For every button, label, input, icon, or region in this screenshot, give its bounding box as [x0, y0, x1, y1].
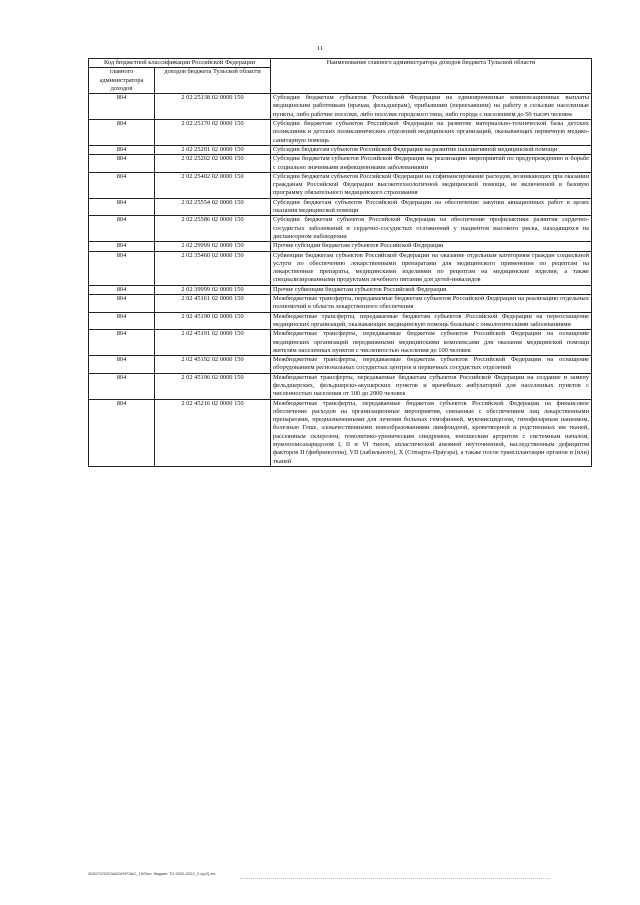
name-cell: Субсидии бюджетам субъектов Российской Федерации на софинансирование расходов, возникающих при оказании гражданам Российской Федерации высокотехнологичной медицинской помощи, не включенной в базовую программу обязательного медицинского страхования [271, 172, 592, 198]
header-row-1 [89, 59, 592, 68]
admin-cell: 804 [89, 216, 155, 242]
name-cell: Субсидии бюджетам субъектов Российской Федерации на развитие материально-технической базы детских поликлиник и детских поликлинических отделений медицинских организаций, оказывающих первичную медико-санитарную помощь [271, 120, 592, 146]
table-row [89, 356, 592, 374]
kbk-group-header: Код бюджетной классификации Российской Федерации [89, 59, 271, 68]
name-cell: Прочие субсидии бюджетам субъектов Российской Федерации [271, 242, 592, 251]
code-cell: 2 02 25201 02 0000 150 [155, 145, 271, 154]
code-cell: 2 02 25138 02 0000 150 [155, 94, 271, 120]
admin-cell: 804 [89, 155, 155, 173]
admin-cell: 804 [89, 120, 155, 146]
table-row [89, 285, 592, 294]
code-cell: 2 02 29999 02 0000 150 [155, 242, 271, 251]
admin-cell: 804 [89, 312, 155, 330]
name-cell: Межбюджетные трансферты, передаваемые бюджетам субъектов Российской Федерации на оснащение оборудованием региональных сосудистых центров и первичных сосудистых отделений [271, 356, 592, 374]
page-number: 11 [316, 45, 324, 52]
code-cell: 2 02 25554 02 0000 150 [155, 198, 271, 216]
name-cell: Субсидии бюджетам субъектов Российской Федерации на обеспечение профилактики развития сердечно-сосудистых заболеваний и сердечно-сосудистых осложнений у пациентов высокого риска, находящихся на диспансерном наблюдении [271, 216, 592, 242]
table-row [89, 198, 592, 216]
table-row [89, 120, 592, 146]
revenue-column-header: доходов бюджета Тульской области [155, 68, 271, 94]
admin-cell: 804 [89, 373, 155, 399]
code-cell: 2 02 45216 02 0000 150 [155, 399, 271, 466]
file-path-footer: 3\0\07\2022\ЗАКОН\Л\ЗАС_13\Пол. бюджет ТО 2020-2022_3 ч(р2).xls [88, 871, 216, 876]
code-cell: 2 02 45192 02 0000 150 [155, 356, 271, 374]
admin-cell: 804 [89, 330, 155, 356]
code-cell: 2 02 25402 02 0000 150 [155, 172, 271, 198]
admin-cell: 804 [89, 94, 155, 120]
name-cell: Субсидии бюджетам субъектов Российской Федерации на единовременные компенсационные выплаты медицинским работникам (врачам, фельдшерам), прибывшим (переехавшим) на работу в сельские населенные пункты, либо рабочие поселки, либо поселки городского типа, либо города с населением до 50 тысяч человек [271, 94, 592, 120]
table-row [89, 145, 592, 154]
name-cell: Межбюджетные трансферты, передаваемые бюджетам субъектов Российской Федерации на реализацию отдельных полномочий в области лекарственного обеспечения [271, 295, 592, 313]
name-cell: Субсидии бюджетам субъектов Российской Федерации на развитие паллиативной медицинской помощи [271, 145, 592, 154]
revenue-administrators-table [88, 58, 592, 467]
code-cell: 2 02 25170 02 0000 150 [155, 120, 271, 146]
name-cell: Субсидии бюджетам субъектов Российской Федерации на обеспечение закупки авиационных работ в целях оказания медицинской помощи [271, 198, 592, 216]
admin-cell: 804 [89, 242, 155, 251]
admin-cell: 804 [89, 399, 155, 466]
name-cell: Межбюджетные трансферты, передаваемые бюджетам субъектов Российской Федерации на создание и замену фельдшерских, фельдшерско-акушерских пунктов и врачебных амбулаторий для населенных пунктов с численностью населения от 100 до 2000 человек [271, 373, 592, 399]
table-row [89, 373, 592, 399]
admin-cell: 804 [89, 172, 155, 198]
name-cell: Субсидии бюджетам субъектов Российской Федерации на реализацию мероприятий по предупреждению и борьбе с социально значимыми инфекционными заболеваниями [271, 155, 592, 173]
table-row [89, 330, 592, 356]
code-cell: 2 02 39999 02 0000 150 [155, 285, 271, 294]
admin-cell: 804 [89, 356, 155, 374]
code-cell: 2 02 45190 02 0000 150 [155, 312, 271, 330]
admin-cell: 804 [89, 251, 155, 285]
code-cell: 2 02 45191 02 0000 150 [155, 330, 271, 356]
table-row [89, 172, 592, 198]
table-row [89, 312, 592, 330]
name-cell: Прочие субвенции бюджетам субъектов Российской Федерации [271, 285, 592, 294]
admin-cell: 804 [89, 285, 155, 294]
code-cell: 2 02 25202 02 0000 150 [155, 155, 271, 173]
scan-artifact-line [240, 878, 550, 880]
table-row [89, 216, 592, 242]
code-cell: 2 02 45196 02 0000 150 [155, 373, 271, 399]
table-row [89, 399, 592, 466]
table-row [89, 295, 592, 313]
name-cell: Межбюджетные трансферты, передаваемые бюджетам субъектов Российской Федерации на переоснащение медицинских организаций, оказывающих медицинскую помощь больным с онкологическими заболеваниями [271, 312, 592, 330]
table-body [89, 94, 592, 467]
code-cell: 2 02 45161 02 0000 150 [155, 295, 271, 313]
name-cell: Межбюджетные трансферты, передаваемые бюджетам субъектов Российской Федерации на финансовое обеспечение расходов на организационные мероприятия, связанные с обеспечением лиц лекарственными препаратами, предназначенными для лечения больных гемофилией, муковисцидозом, гипофизарным нанизмом, болезнью Гоше, злокачественными новообразованиями лимфоидной, кроветворной и родственных им тканей, рассеянным склерозом, гемолитико-уремическим синдромом, юношеским артритом с системным началом, мукополисахаридозом I, II и VI типов, апластической анемией неуточненной, наследственным дефицитом факторов II (фибриногена), VII (лабильного), X (Стюарта-Прауэра), а также после трансплантации органов и (или) тканей [271, 399, 592, 466]
admin-column-header: главного администратора доходов [89, 68, 155, 94]
admin-cell: 804 [89, 145, 155, 154]
code-cell: 2 02 25586 02 0000 150 [155, 216, 271, 242]
admin-cell: 804 [89, 198, 155, 216]
table-row [89, 251, 592, 285]
admin-cell: 804 [89, 295, 155, 313]
table-row [89, 242, 592, 251]
name-cell: Субвенции бюджетам субъектов Российской Федерации на оказание отдельным категориям граждан социальной услуги по обеспечению лекарственными препаратами для медицинского применения по рецептам на лекарственные препараты, медицинскими изделиями по рецептам на медицинские изделия, а также специализированными продуктами лечебного питания для детей-инвалидов [271, 251, 592, 285]
name-cell: Межбюджетные трансферты, передаваемые бюджетам субъектов Российской Федерации на оснащение медицинских организаций передвижными медицинскими комплексами для оказания медицинской помощи жителям населенных пунктов с численностью населения до 100 человек [271, 330, 592, 356]
name-column-header: Наименование главного администратора доходов бюджета Тульской области [271, 59, 592, 94]
table-row [89, 155, 592, 173]
code-cell: 2 02 35460 02 0000 150 [155, 251, 271, 285]
table-row [89, 94, 592, 120]
